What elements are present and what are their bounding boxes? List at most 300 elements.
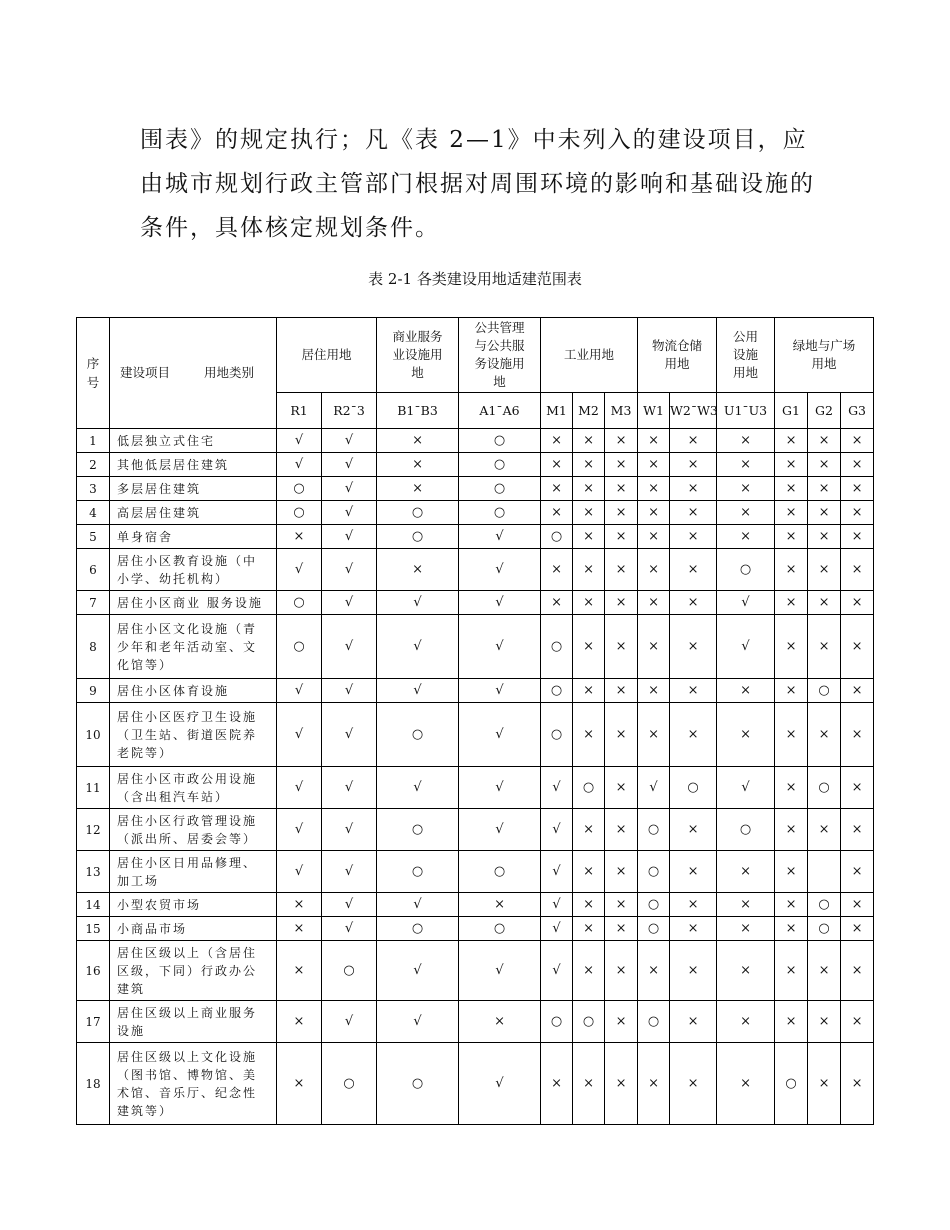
suitability-cell: ○ <box>717 549 775 591</box>
suitability-cell: √ <box>541 767 573 809</box>
suitability-cell: √ <box>459 549 541 591</box>
suitability-cell: ○ <box>459 453 541 477</box>
suitability-cell: √ <box>277 679 322 703</box>
suitability-cell: × <box>605 1043 638 1125</box>
suitability-cell: × <box>717 679 775 703</box>
table-row <box>77 615 874 679</box>
suitability-cell: × <box>573 809 605 851</box>
suitability-cell: × <box>670 917 717 941</box>
suitability-cell: × <box>573 917 605 941</box>
suitability-cell: × <box>377 453 459 477</box>
table-row <box>77 501 874 525</box>
suitability-cell: √ <box>322 501 377 525</box>
suitability-cell: √ <box>322 615 377 679</box>
suitability-cell: √ <box>322 809 377 851</box>
code-cell: W2¯W3 <box>670 393 717 429</box>
code-cell: A1¯A6 <box>459 393 541 429</box>
suitability-cell: × <box>605 1001 638 1043</box>
suitability-cell: × <box>775 453 808 477</box>
suitability-cell: × <box>841 893 874 917</box>
project-name: 居住区级以上（含居住区级，下同）行政办公建筑 <box>110 941 277 1001</box>
suitability-cell: × <box>638 525 670 549</box>
header-project-category <box>110 318 277 429</box>
suitability-cell: ○ <box>638 851 670 893</box>
suitability-cell: × <box>808 429 841 453</box>
suitability-cell: √ <box>322 549 377 591</box>
suitability-cell: √ <box>377 591 459 615</box>
group-green-plaza: 绿地与广场用地 <box>775 318 874 393</box>
code-cell: M2 <box>573 393 605 429</box>
project-name: 居住小区教育设施（中小学、幼托机构） <box>110 549 277 591</box>
suitability-cell: × <box>377 549 459 591</box>
row-number: 5 <box>77 525 110 549</box>
suitability-cell: √ <box>638 767 670 809</box>
suitability-cell: × <box>573 679 605 703</box>
suitability-cell: × <box>841 851 874 893</box>
suitability-cell: × <box>277 917 322 941</box>
suitability-cell <box>808 851 841 893</box>
row-number: 16 <box>77 941 110 1001</box>
suitability-cell: × <box>277 941 322 1001</box>
suitability-cell: × <box>717 893 775 917</box>
row-number: 1 <box>77 429 110 453</box>
suitability-cell: ○ <box>377 703 459 767</box>
code-cell: W1 <box>638 393 670 429</box>
suitability-cell: ○ <box>541 679 573 703</box>
suitability-cell: √ <box>717 767 775 809</box>
suitability-cell: × <box>808 615 841 679</box>
table-row <box>77 429 874 453</box>
row-number: 10 <box>77 703 110 767</box>
table-row <box>77 453 874 477</box>
suitability-cell: × <box>808 525 841 549</box>
suitability-cell: × <box>638 549 670 591</box>
suitability-cell: × <box>638 615 670 679</box>
suitability-cell: × <box>670 1001 717 1043</box>
row-number: 17 <box>77 1001 110 1043</box>
suitability-cell: × <box>670 893 717 917</box>
table-row <box>77 767 874 809</box>
header-category: 用地类别 <box>204 365 255 380</box>
suitability-cell: × <box>541 1043 573 1125</box>
suitability-cell: ○ <box>638 809 670 851</box>
suitability-cell: × <box>638 1043 670 1125</box>
suitability-cell: ○ <box>638 893 670 917</box>
suitability-cell: × <box>670 851 717 893</box>
suitability-cell: √ <box>459 525 541 549</box>
project-name: 居住小区文化设施（青少年和老年活动室、文化馆等） <box>110 615 277 679</box>
suitability-cell: √ <box>377 941 459 1001</box>
suitability-cell: ○ <box>377 917 459 941</box>
paragraph-line: 条件，具体核定规划条件。 <box>140 215 440 241</box>
suitability-cell: ○ <box>808 893 841 917</box>
suitability-cell: × <box>808 549 841 591</box>
suitability-cell: √ <box>459 615 541 679</box>
suitability-cell: × <box>605 893 638 917</box>
suitability-cell: × <box>808 941 841 1001</box>
suitability-cell: × <box>541 453 573 477</box>
suitability-cell: × <box>717 501 775 525</box>
row-number: 2 <box>77 453 110 477</box>
suitability-cell: × <box>808 1043 841 1125</box>
code-cell: G3 <box>841 393 874 429</box>
suitability-cell: × <box>841 615 874 679</box>
suitability-cell: √ <box>322 429 377 453</box>
suitability-cell: × <box>841 549 874 591</box>
suitability-cell: ○ <box>638 917 670 941</box>
suitability-cell: × <box>717 525 775 549</box>
group-residential: 居住用地 <box>277 318 377 393</box>
project-name: 小商品市场 <box>110 917 277 941</box>
table-row <box>77 1001 874 1043</box>
table-row <box>77 477 874 501</box>
suitability-cell: ○ <box>541 615 573 679</box>
suitability-cell: ○ <box>573 767 605 809</box>
suitability-cell: × <box>841 917 874 941</box>
suitability-cell: × <box>808 809 841 851</box>
suitability-cell: × <box>775 703 808 767</box>
suitability-cell: ○ <box>277 501 322 525</box>
suitability-cell: ○ <box>277 477 322 501</box>
suitability-cell: × <box>808 591 841 615</box>
suitability-cell: √ <box>322 767 377 809</box>
suitability-cell: × <box>573 615 605 679</box>
suitability-cell: × <box>775 893 808 917</box>
suitability-cell: √ <box>459 809 541 851</box>
suitability-cell: × <box>670 477 717 501</box>
suitability-cell: × <box>808 453 841 477</box>
row-number: 4 <box>77 501 110 525</box>
project-name: 居住小区市政公用设施（含出租汽车站） <box>110 767 277 809</box>
suitability-cell: × <box>841 703 874 767</box>
suitability-cell: × <box>670 429 717 453</box>
suitability-cell: √ <box>277 767 322 809</box>
suitability-cell: × <box>573 893 605 917</box>
suitability-cell: × <box>841 429 874 453</box>
suitability-cell: √ <box>377 767 459 809</box>
suitability-cell: × <box>605 917 638 941</box>
row-number: 18 <box>77 1043 110 1125</box>
suitability-cell: √ <box>459 1043 541 1125</box>
suitability-cell: ○ <box>459 917 541 941</box>
suitability-cell: × <box>775 941 808 1001</box>
suitability-cell: × <box>775 591 808 615</box>
suitability-cell: ○ <box>541 1001 573 1043</box>
suitability-cell: √ <box>322 525 377 549</box>
suitability-cell: × <box>638 453 670 477</box>
code-cell: G1 <box>775 393 808 429</box>
suitability-cell: × <box>573 501 605 525</box>
suitability-cell: ○ <box>459 501 541 525</box>
suitability-cell: × <box>573 525 605 549</box>
group-commercial: 商业服务业设施用地 <box>377 318 459 393</box>
suitability-cell: × <box>573 453 605 477</box>
group-industrial: 工业用地 <box>541 318 638 393</box>
suitability-cell: √ <box>377 615 459 679</box>
suitability-cell: × <box>605 703 638 767</box>
suitability-cell: ○ <box>541 525 573 549</box>
suitability-cell: × <box>605 851 638 893</box>
suitability-cell: × <box>670 703 717 767</box>
code-cell: U1¯U3 <box>717 393 775 429</box>
row-number: 8 <box>77 615 110 679</box>
suitability-cell: × <box>775 679 808 703</box>
suitability-cell: × <box>573 1043 605 1125</box>
suitability-cell: √ <box>322 703 377 767</box>
suitability-cell: ○ <box>322 941 377 1001</box>
table-row <box>77 549 874 591</box>
suitability-cell: ○ <box>277 615 322 679</box>
suitability-cell: × <box>670 679 717 703</box>
paragraph-line: 由城市规划行政主管部门根据对周围环境的影响和基础设施的 <box>140 171 815 197</box>
suitability-cell: × <box>841 679 874 703</box>
suitability-cell: × <box>717 917 775 941</box>
table-row <box>77 1043 874 1125</box>
suitability-cell: × <box>377 429 459 453</box>
suitability-cell: √ <box>377 679 459 703</box>
suitability-cell: √ <box>322 917 377 941</box>
suitability-cell: ○ <box>377 1043 459 1125</box>
suitability-cell: × <box>841 453 874 477</box>
suitability-cell: √ <box>377 893 459 917</box>
suitability-cell: × <box>717 453 775 477</box>
project-name: 小型农贸市场 <box>110 893 277 917</box>
table-caption: 表 2-1 各类建设用地适建范围表 <box>368 270 582 288</box>
suitability-cell: × <box>377 477 459 501</box>
suitability-cell: × <box>841 1043 874 1125</box>
suitability-cell: ○ <box>459 429 541 453</box>
suitability-cell: ○ <box>808 917 841 941</box>
suitability-cell: × <box>841 501 874 525</box>
suitability-cell: × <box>573 477 605 501</box>
header-seq: 序号 <box>77 318 110 429</box>
group-public-service: 公共管理与公共服务设施用地 <box>459 318 541 393</box>
suitability-cell: × <box>638 477 670 501</box>
row-number: 13 <box>77 851 110 893</box>
body-paragraph <box>140 118 830 250</box>
project-name: 居住小区日用品修理、加工场 <box>110 851 277 893</box>
suitability-cell: ○ <box>322 1043 377 1125</box>
suitability-cell: ○ <box>377 501 459 525</box>
suitability-cell: × <box>841 941 874 1001</box>
project-name: 居住小区商业 服务设施 <box>110 591 277 615</box>
suitability-cell: × <box>605 501 638 525</box>
suitability-cell: × <box>808 477 841 501</box>
suitability-cell: × <box>605 767 638 809</box>
suitability-cell: ○ <box>459 851 541 893</box>
suitability-cell: × <box>670 809 717 851</box>
project-name: 居住小区医疗卫生设施（卫生站、街道医院养老院等） <box>110 703 277 767</box>
suitability-cell: ○ <box>377 809 459 851</box>
suitability-cell: × <box>573 703 605 767</box>
row-number: 9 <box>77 679 110 703</box>
suitability-cell: × <box>605 453 638 477</box>
suitability-cell: × <box>573 429 605 453</box>
suitability-cell: ○ <box>638 1001 670 1043</box>
suitability-cell: √ <box>717 615 775 679</box>
suitability-cell: × <box>605 591 638 615</box>
suitability-cell: √ <box>541 917 573 941</box>
suitability-cell: × <box>670 591 717 615</box>
code-cell: B1¯B3 <box>377 393 459 429</box>
suitability-cell: √ <box>377 1001 459 1043</box>
suitability-cell: × <box>775 917 808 941</box>
suitability-cell: × <box>670 941 717 1001</box>
suitability-cell: √ <box>459 591 541 615</box>
project-name: 居住小区行政管理设施（派出所、居委会等） <box>110 809 277 851</box>
suitability-cell: √ <box>541 851 573 893</box>
suitability-cell: × <box>573 941 605 1001</box>
suitability-cell: × <box>605 549 638 591</box>
suitability-cell: × <box>638 501 670 525</box>
suitability-cell: ○ <box>377 525 459 549</box>
suitability-cell: × <box>605 809 638 851</box>
suitability-cell: × <box>775 477 808 501</box>
suitability-cell: × <box>841 591 874 615</box>
group-logistics: 物流仓储用地 <box>638 318 717 393</box>
suitability-cell: ○ <box>775 1043 808 1125</box>
project-name: 居住区级以上文化设施（图书馆、博物馆、美术馆、音乐厅、纪念性建筑等） <box>110 1043 277 1125</box>
suitability-cell: ○ <box>808 767 841 809</box>
suitability-cell: × <box>638 703 670 767</box>
suitability-cell: √ <box>277 549 322 591</box>
suitability-cell: × <box>775 851 808 893</box>
suitability-cell: × <box>277 1043 322 1125</box>
suitability-cell: × <box>808 501 841 525</box>
suitability-cell: √ <box>717 591 775 615</box>
suitability-cell: × <box>638 429 670 453</box>
suitability-cell: × <box>277 893 322 917</box>
code-cell: M1 <box>541 393 573 429</box>
suitability-cell: √ <box>322 477 377 501</box>
table-row <box>77 917 874 941</box>
suitability-cell: √ <box>459 941 541 1001</box>
suitability-cell: × <box>541 501 573 525</box>
suitability-cell: √ <box>277 429 322 453</box>
suitability-cell: √ <box>277 703 322 767</box>
table-row <box>77 809 874 851</box>
suitability-cell: × <box>717 1001 775 1043</box>
table-row <box>77 851 874 893</box>
row-number: 12 <box>77 809 110 851</box>
row-number: 6 <box>77 549 110 591</box>
suitability-cell: × <box>670 615 717 679</box>
suitability-cell: × <box>775 429 808 453</box>
suitability-cell: × <box>638 591 670 615</box>
suitability-cell: × <box>459 893 541 917</box>
suitability-cell: √ <box>277 453 322 477</box>
suitability-cell: × <box>277 525 322 549</box>
suitability-cell: √ <box>541 893 573 917</box>
suitability-cell: × <box>277 1001 322 1043</box>
suitability-cell: × <box>717 429 775 453</box>
row-number: 3 <box>77 477 110 501</box>
suitability-cell: × <box>573 851 605 893</box>
suitability-cell: × <box>605 615 638 679</box>
suitability-cell: × <box>775 549 808 591</box>
suitability-cell: √ <box>277 851 322 893</box>
suitability-cell: × <box>717 477 775 501</box>
suitability-cell: × <box>670 453 717 477</box>
suitability-cell: × <box>775 525 808 549</box>
suitability-cell: × <box>841 809 874 851</box>
suitability-cell: × <box>717 851 775 893</box>
table-row <box>77 591 874 615</box>
code-cell: G2 <box>808 393 841 429</box>
suitability-cell: × <box>775 1001 808 1043</box>
suitability-cell: × <box>841 1001 874 1043</box>
table-row <box>77 893 874 917</box>
suitability-cell: × <box>775 809 808 851</box>
suitability-cell: √ <box>322 591 377 615</box>
suitability-cell: × <box>775 767 808 809</box>
suitability-cell: × <box>605 477 638 501</box>
suitability-cell: × <box>841 477 874 501</box>
suitability-cell: √ <box>322 893 377 917</box>
suitability-cell: √ <box>459 703 541 767</box>
table-row <box>77 941 874 1001</box>
suitability-cell: ○ <box>377 851 459 893</box>
land-use-table <box>76 317 874 1125</box>
suitability-cell: ○ <box>808 679 841 703</box>
suitability-cell: √ <box>277 809 322 851</box>
suitability-cell: × <box>775 501 808 525</box>
suitability-cell: ○ <box>541 703 573 767</box>
table-row <box>77 703 874 767</box>
suitability-cell: × <box>638 679 670 703</box>
suitability-cell: × <box>808 703 841 767</box>
project-name: 高层居住建筑 <box>110 501 277 525</box>
suitability-cell: × <box>670 501 717 525</box>
suitability-cell: × <box>638 941 670 1001</box>
suitability-cell: ○ <box>277 591 322 615</box>
row-number: 14 <box>77 893 110 917</box>
suitability-cell: ○ <box>459 477 541 501</box>
suitability-cell: × <box>775 615 808 679</box>
suitability-cell: × <box>541 429 573 453</box>
table-row <box>77 525 874 549</box>
suitability-cell: √ <box>459 767 541 809</box>
suitability-cell: × <box>841 767 874 809</box>
suitability-cell: √ <box>541 941 573 1001</box>
project-name: 多层居住建筑 <box>110 477 277 501</box>
suitability-cell: ○ <box>717 809 775 851</box>
table-row <box>77 679 874 703</box>
suitability-cell: × <box>573 549 605 591</box>
suitability-cell: × <box>541 591 573 615</box>
suitability-cell: × <box>670 549 717 591</box>
project-name: 其他低层居住建筑 <box>110 453 277 477</box>
suitability-cell: × <box>605 429 638 453</box>
suitability-cell: × <box>808 1001 841 1043</box>
row-number: 11 <box>77 767 110 809</box>
project-name: 居住区级以上商业服务设施 <box>110 1001 277 1043</box>
suitability-cell: ○ <box>670 767 717 809</box>
suitability-cell: × <box>670 1043 717 1125</box>
project-name: 低层独立式住宅 <box>110 429 277 453</box>
project-name: 单身宿舍 <box>110 525 277 549</box>
suitability-cell: √ <box>322 851 377 893</box>
suitability-cell: ○ <box>573 1001 605 1043</box>
suitability-cell: × <box>541 477 573 501</box>
suitability-cell: √ <box>322 453 377 477</box>
paragraph-line: 围表》的规定执行；凡《表 2—1》中未列入的建设项目，应 <box>140 127 808 153</box>
suitability-cell: × <box>717 941 775 1001</box>
suitability-cell: × <box>573 591 605 615</box>
code-cell: M3 <box>605 393 638 429</box>
code-cell: R2¯3 <box>322 393 377 429</box>
row-number: 7 <box>77 591 110 615</box>
